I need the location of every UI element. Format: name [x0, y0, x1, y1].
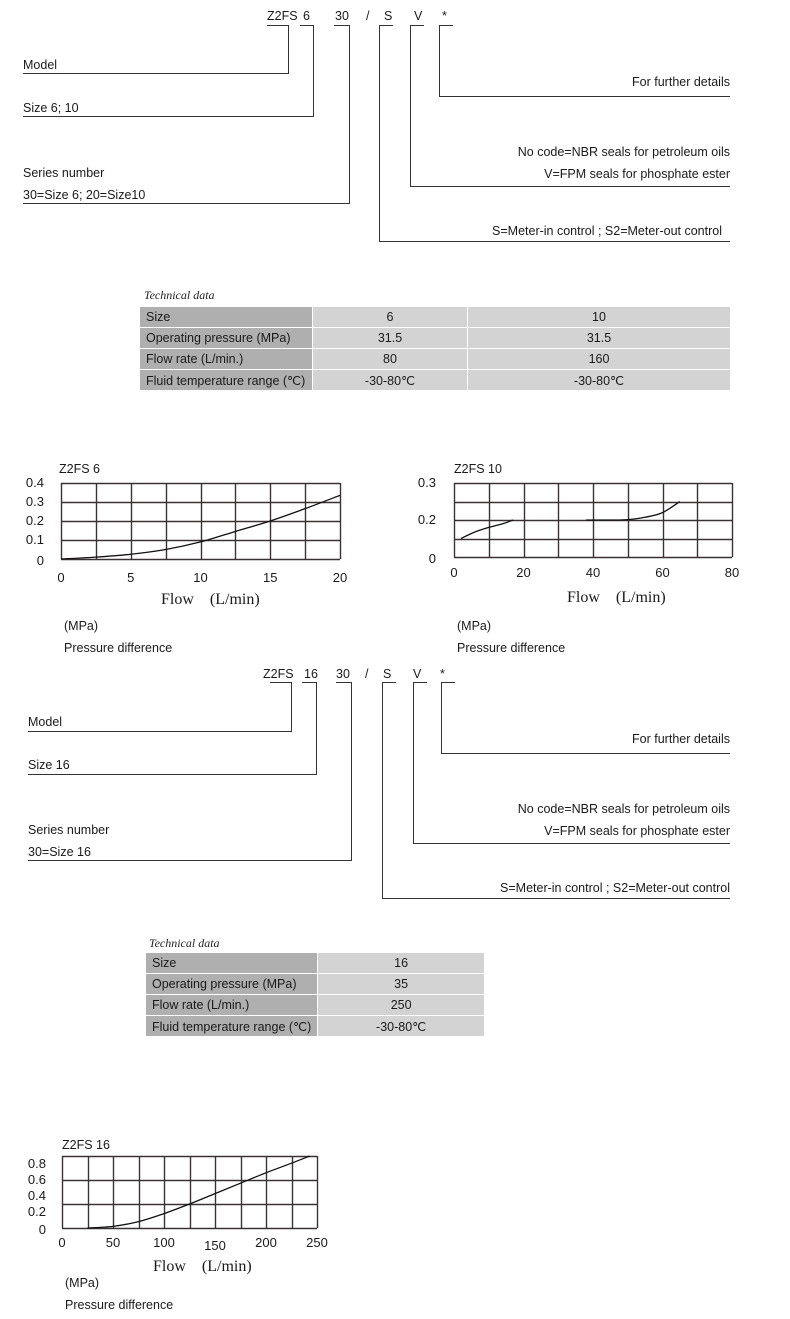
x-tick-label: 40: [585, 565, 601, 580]
cell-value: -30-80℃: [313, 370, 467, 390]
code-series: 30: [335, 9, 349, 23]
x-tick-label: 0: [450, 565, 458, 580]
code-further: *: [442, 9, 447, 23]
bracket-line: [270, 682, 292, 683]
cell-value: 35: [318, 974, 484, 994]
bracket-line: [413, 682, 414, 844]
bracket-line: [441, 682, 455, 683]
bracket-line: [302, 682, 317, 683]
y-tick-label: 0.4: [25, 475, 44, 490]
cell-value: 31.5: [468, 328, 730, 348]
cell-value: 16: [318, 953, 484, 973]
table-row: [146, 995, 484, 1015]
y-tick-label: 0.3: [417, 475, 436, 490]
size-label: Size 6; 10: [23, 101, 79, 115]
seal-fpm-label: V=FPM seals for phosphate ester: [544, 824, 730, 838]
control-label: S=Meter-in control ; S2=Meter-out control: [492, 224, 722, 238]
row-label: Flow rate (L/min.): [146, 995, 317, 1015]
row-label: Size: [140, 307, 312, 327]
chart-title: Z2FS 16: [62, 1138, 110, 1152]
x-axis-label: Flow (L/min): [567, 589, 666, 606]
bracket-line: [441, 682, 442, 754]
code-seal: V: [413, 667, 422, 681]
x-axis-label: Flow (L/min): [161, 591, 260, 608]
bracket-line: [28, 731, 292, 732]
control-label: S=Meter-in control ; S2=Meter-out control: [500, 881, 730, 895]
y-tick-label: 0.1: [25, 532, 44, 547]
x-tick-label: 80: [724, 565, 740, 580]
seal-nbr-label: No code=NBR seals for petroleum oils: [517, 145, 730, 159]
y-tick-label: 0.2: [27, 1204, 46, 1219]
bracket-line: [316, 682, 317, 775]
y-tick-label: 0.6: [27, 1172, 46, 1187]
code-slash: /: [365, 667, 369, 681]
seal-fpm-label: V=FPM seals for phosphate ester: [544, 167, 730, 181]
x-tick-label: 60: [655, 565, 670, 580]
y-tick-label: 0: [36, 553, 44, 568]
model-label: Model: [28, 715, 63, 729]
y-tick-label: 0: [38, 1222, 46, 1237]
data-series-line: [88, 1156, 310, 1228]
further-details-label: For further details: [632, 75, 730, 89]
series-number-value: 30=Size 6; 20=Size10: [23, 188, 146, 202]
row-label: Size: [146, 953, 317, 973]
bracket-line: [382, 682, 383, 899]
x-tick-label: 20: [332, 570, 348, 585]
cell-value: 250: [318, 995, 484, 1015]
row-label: Fluid temperature range (℃): [146, 1016, 317, 1036]
further-details-label: For further details: [632, 732, 730, 746]
model-label: Model: [23, 58, 58, 72]
bracket-line: [28, 860, 352, 861]
x-tick-label: 50: [105, 1235, 121, 1250]
bracket-line: [291, 682, 292, 732]
cell-value: 10: [468, 307, 730, 327]
bracket-line: [441, 753, 730, 754]
row-label: Operating pressure (MPa): [146, 974, 317, 994]
cell-value: 6: [313, 307, 467, 327]
code-seal: V: [414, 9, 423, 23]
bracket-line: [382, 682, 396, 683]
code-control: S: [384, 9, 393, 23]
row-label: Flow rate (L/min.): [140, 349, 312, 369]
y-axis-unit: (MPa): [65, 1276, 100, 1290]
code-control: S: [383, 667, 392, 681]
x-tick-label: 150: [204, 1238, 226, 1253]
cell-value: 160: [468, 349, 730, 369]
chart-title: Z2FS 6: [59, 462, 100, 476]
size-label: Size 16: [28, 758, 70, 772]
code-series: 30: [336, 667, 350, 681]
y-tick-label: 0.4: [27, 1188, 46, 1203]
y-tick-label: 0.2: [25, 513, 44, 528]
code-slash: /: [366, 9, 370, 23]
x-axis-label: Flow (L/min): [153, 1258, 252, 1275]
cell-value: 80: [313, 349, 467, 369]
technical-data-table-2: [145, 952, 485, 1037]
data-series-line: [61, 495, 340, 559]
code-size: 6: [303, 9, 310, 23]
y-axis-unit: (MPa): [457, 619, 492, 633]
cell-value: 31.5: [313, 328, 467, 348]
cell-value: -30-80℃: [318, 1016, 484, 1036]
x-tick-label: 0: [58, 1235, 66, 1250]
technical-data-title: Technical data: [149, 936, 220, 950]
y-tick-label: 0: [428, 551, 436, 566]
series-number-label: Series number: [28, 823, 110, 837]
x-tick-label: 10: [193, 570, 208, 585]
bracket-line: [382, 898, 730, 899]
row-label: Fluid temperature range (℃): [140, 370, 312, 390]
bracket-line: [28, 774, 317, 775]
code-further: *: [440, 667, 445, 681]
y-axis-label: Pressure difference: [457, 641, 566, 655]
x-tick-label: 0: [57, 570, 65, 585]
data-series-line: [461, 520, 513, 539]
y-axis-unit: (MPa): [64, 619, 99, 633]
technical-data-title: Technical data: [144, 288, 215, 302]
y-tick-label: 0.3: [25, 494, 44, 509]
x-tick-label: 5: [127, 570, 135, 585]
series-number-label: Series number: [23, 166, 105, 180]
x-tick-label: 15: [263, 570, 278, 585]
bracket-line: [351, 682, 352, 861]
code-model: Z2FS: [263, 667, 294, 681]
y-axis-label: Pressure difference: [64, 641, 173, 655]
data-series-line: [586, 502, 680, 521]
seal-nbr-label: No code=NBR seals for petroleum oils: [517, 802, 730, 816]
y-tick-label: 0.8: [27, 1156, 46, 1171]
x-tick-label: 20: [516, 565, 531, 580]
y-tick-label: 0.2: [417, 512, 436, 527]
chart-title: Z2FS 10: [454, 462, 502, 476]
bracket-line: [413, 682, 427, 683]
code-size: 16: [304, 667, 318, 681]
row-label: Operating pressure (MPa): [140, 328, 312, 348]
bracket-line: [413, 843, 730, 844]
y-axis-label: Pressure difference: [65, 1298, 174, 1312]
code-model: Z2FS: [267, 9, 298, 23]
x-tick-label: 250: [306, 1235, 328, 1250]
table-row: [146, 1016, 484, 1036]
cell-value: -30-80℃: [468, 370, 730, 390]
table-row: [146, 953, 484, 973]
x-tick-label: 200: [255, 1235, 277, 1250]
series-number-value: 30=Size 16: [28, 845, 91, 859]
x-tick-label: 100: [153, 1235, 175, 1250]
table-row: [146, 974, 484, 994]
bracket-line: [336, 682, 352, 683]
